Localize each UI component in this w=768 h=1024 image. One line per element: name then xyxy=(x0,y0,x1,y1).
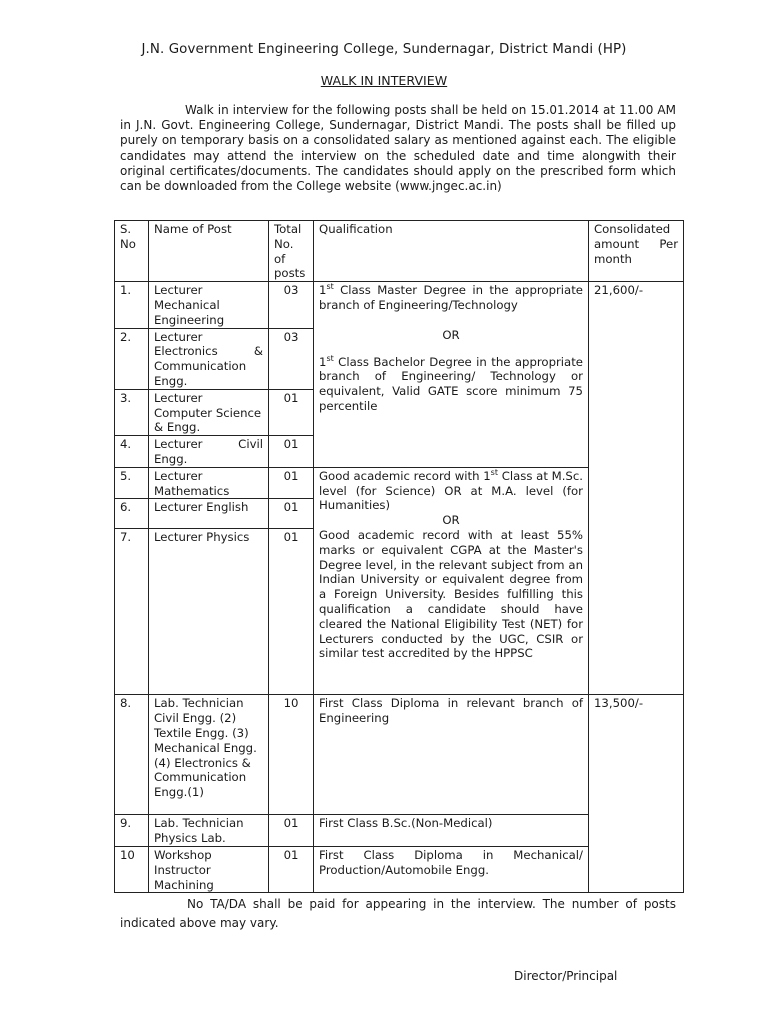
row-total: 01 xyxy=(269,389,314,435)
college-title: J.N. Government Engineering College, Sundernagar, District Mandi (HP) xyxy=(141,42,627,57)
row-post-name: Lecturer English xyxy=(149,499,269,529)
qualification-physics-lab: First Class B.Sc.(Non-Medical) xyxy=(314,815,589,847)
header-amount: Consolidated amount Per month xyxy=(589,221,684,282)
qual-option1-sup: st xyxy=(326,282,334,292)
footer-note: No TA/DA shall be paid for appearing in the interview. The number of posts indicated above may vary. xyxy=(120,897,676,930)
header-sno: S. No xyxy=(115,221,149,282)
qual-option1-text: Class Master Degree in the appropriate branch of Engineering/Technology xyxy=(319,283,583,312)
signature: Director/Principal xyxy=(514,969,618,983)
row-total: 10 xyxy=(269,695,314,815)
row-total: 01 xyxy=(269,529,314,695)
row-post-name: Lecturer Physics xyxy=(149,529,269,695)
qual-option1-num: 1 xyxy=(319,283,327,298)
row-sno: 2. xyxy=(115,328,149,389)
header-qualification: Qualification xyxy=(314,221,589,282)
qual-option2-sup: st xyxy=(326,353,334,363)
intro-paragraph: Walk in interview for the following posts shall be held on 15.01.2014 at 11.00 AM in J.N. Govt. Engineering College, Sundernagar, District Mandi. The posts shall be filled up purely on temporary basis on a consolidated salary as mentioned against each. The eligible candidates may attend the interview on the scheduled date and time alongwith their original certificates/documents. The candidates should apply on the prescribed form which can be downloaded from the College website (www.jngec.ac.in) xyxy=(120,103,676,194)
row-total: 03 xyxy=(269,328,314,389)
row-sno: 3. xyxy=(115,389,149,435)
row-sno: 5. xyxy=(115,467,149,499)
qual-or: OR xyxy=(442,327,460,342)
qualification-workshop: First Class Diploma in Mechanical/ Production/Automobile Engg. xyxy=(314,846,589,892)
row-sno: 8. xyxy=(115,695,149,815)
qualification-engineering xyxy=(314,282,589,468)
qualification-sciences xyxy=(314,467,589,695)
amount-technical: 13,500/- xyxy=(589,695,684,893)
qual-sci-or: OR xyxy=(442,513,460,528)
row-post-name: Lecturer Computer Science & Engg. xyxy=(149,389,269,435)
row-sno: 4. xyxy=(115,436,149,468)
qual-sci-part2: Good academic record with at least 55% marks or equivalent CGPA at the Master's Degree level, in the relevant subject from an Indian University or equivalent degree from a Foreign University. Besides fulfilling this qualification a candidate should have cleared the National Eligibility Test (NET) for Lecturers conducted by the UGC, CSIR or similar test accredited by the HPPSC xyxy=(319,527,583,661)
row-post-name: Lab. Technician Civil Engg. (2) Textile Engg. (3) Mechanical Engg. (4) Electronics & Communication Engg.(1) xyxy=(149,695,269,815)
header-name-of-post: Name of Post xyxy=(149,221,269,282)
row-sno: 7. xyxy=(115,529,149,695)
row-post-name: Workshop Instructor Machining xyxy=(149,846,269,892)
amount-lecturer: 21,600/- xyxy=(589,282,684,695)
qual-sci-part1-post: Class at M.Sc. level (for Science) OR at M.A. level (for Humanities) xyxy=(319,468,583,513)
row-total: 01 xyxy=(269,846,314,892)
row-post-name: Lecturer Mechanical Engineering xyxy=(149,282,269,328)
row-total: 03 xyxy=(269,282,314,328)
row-sno: 10 xyxy=(115,846,149,892)
row-sno: 1. xyxy=(115,282,149,328)
qual-option2-num: 1 xyxy=(319,354,327,369)
row-sno: 9. xyxy=(115,815,149,847)
qual-sci-sup: st xyxy=(490,467,498,477)
row-post-name: Lab. Technician Physics Lab. xyxy=(149,815,269,847)
qualification-lab-technician: First Class Diploma in relevant branch of Engineering xyxy=(314,695,589,815)
row-total: 01 xyxy=(269,467,314,499)
header-total-posts: Total No. of posts xyxy=(269,221,314,282)
posts-table xyxy=(114,220,684,893)
table-row xyxy=(115,695,684,815)
row-post-name: Lecturer Civil Engg. xyxy=(149,436,269,468)
table-header-row xyxy=(115,221,684,282)
row-total: 01 xyxy=(269,436,314,468)
row-total: 01 xyxy=(269,815,314,847)
row-sno: 6. xyxy=(115,499,149,529)
table-row xyxy=(115,282,684,328)
qual-sci-part1-pre: Good academic record with 1 xyxy=(319,468,491,483)
qual-option2-text: Class Bachelor Degree in the appropriate branch of Engineering/ Technology or equivalent, Valid GATE score minimum 75 percentile xyxy=(319,354,583,413)
row-post-name: Lecturer Mathematics xyxy=(149,467,269,499)
row-total: 01 xyxy=(269,499,314,529)
row-post-name: Lecturer Electronics & Communication Engg. xyxy=(149,328,269,389)
notice-heading: WALK IN INTERVIEW xyxy=(320,73,448,88)
